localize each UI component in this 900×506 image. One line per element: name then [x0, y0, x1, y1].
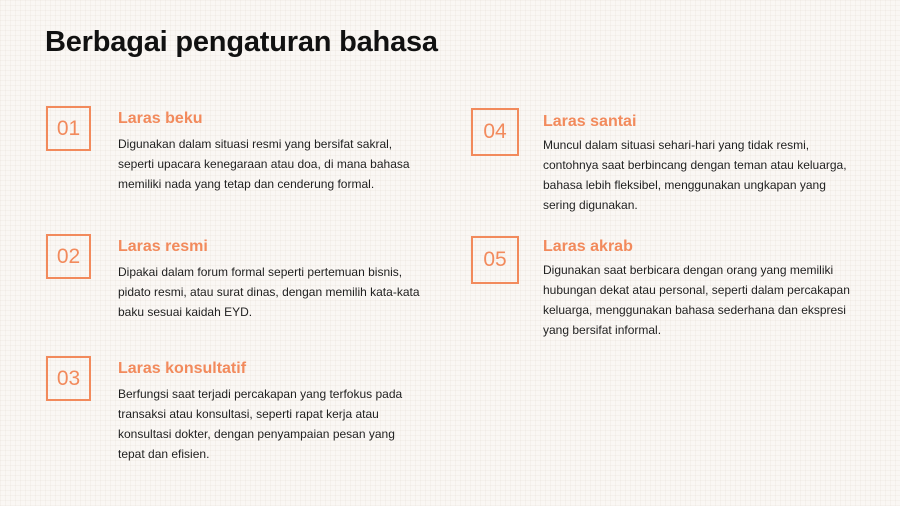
item-heading: Laras konsultatif [118, 360, 247, 377]
number-badge: 02 [46, 234, 91, 279]
item-heading: Laras beku [118, 110, 203, 127]
item-description: Muncul dalam situasi sehari-hari yang tidak resmi, contohnya saat berbincang dengan teman atau keluarga, bahasa lebih fleksibel, menggunakan ungkapan yang sering digunakan. [543, 138, 847, 212]
number-badge: 04 [471, 108, 519, 156]
item-heading: Laras santai [543, 113, 637, 130]
item-description: Dipakai dalam forum formal seperti pertemuan bisnis, pidato resmi, atau surat dinas, dengan memilih kata-kata baku sesuai kaidah EYD. [118, 265, 420, 319]
page-title: Berbagai pengaturan bahasa [45, 26, 438, 58]
item-description: Berfungsi saat terjadi percakapan yang terfokus pada transaksi atau konsultasi, seperti rapat kerja atau konsultasi dokter, dengan penyampaian pesan yang tepat dan efisien. [118, 387, 403, 461]
number-badge: 03 [46, 356, 91, 401]
item-heading: Laras resmi [118, 238, 208, 255]
item-heading: Laras akrab [543, 238, 633, 255]
number-badge: 05 [471, 236, 519, 284]
item-description: Digunakan saat berbicara dengan orang yang memiliki hubungan dekat atau personal, seperti dalam percakapan keluarga, menggunakan bahasa sederhana dan ekspresi yang bersifat informal. [543, 263, 850, 337]
item-description: Digunakan dalam situasi resmi yang bersifat sakral, seperti upacara kenegaraan atau doa, di mana bahasa memiliki nada yang tetap dan cenderung formal. [118, 137, 410, 191]
number-badge: 01 [46, 106, 91, 151]
